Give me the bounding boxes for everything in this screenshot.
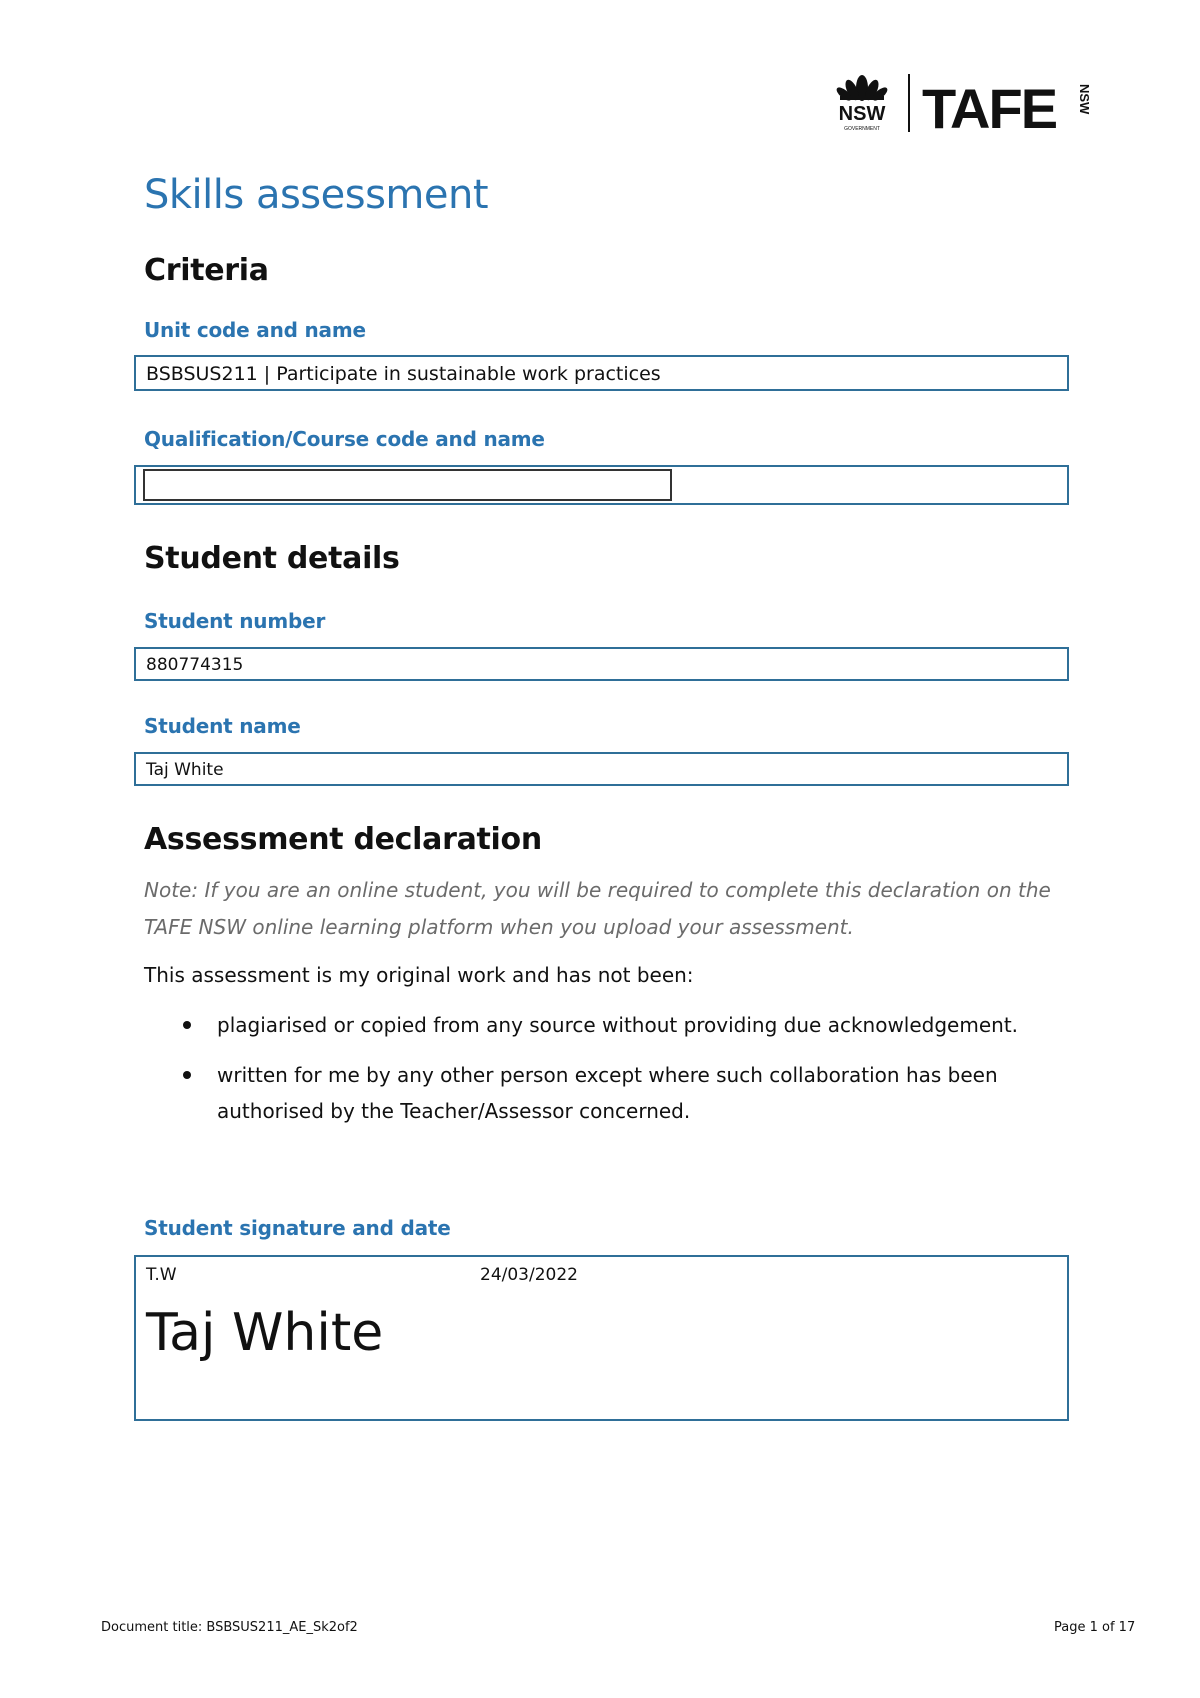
page-title: Skills assessment [144,172,489,218]
signature-name: Taj White [146,1303,384,1363]
student-name-field[interactable] [134,752,1069,786]
bullet-icon [183,1021,191,1029]
footer-doc-title: Document title: BSBSUS211_AE_Sk2of2 [101,1620,358,1635]
declaration-intro: This assessment is my original work and has not been: [144,963,694,987]
declaration-bullet-1: plagiarised or copied from any source without providing due acknowledgement. [217,1013,1019,1037]
unit-label: Unit code and name [144,318,366,342]
signature-initials: T.W [146,1265,177,1285]
signature-field[interactable] [134,1255,1069,1421]
bullet-icon [183,1071,191,1079]
qualification-label: Qualification/Course code and name [144,427,545,451]
footer-page-number: Page 1 of 17 [1054,1620,1136,1635]
declaration-bullet-2-cont: authorised by the Teacher/Assessor concerned. [217,1099,691,1123]
waratah-icon [835,75,890,103]
student-number-label: Student number [144,609,326,633]
logo-graphic [830,68,1090,138]
logo-tafe-sub: NSW [1077,84,1092,115]
criteria-heading: Criteria [144,253,269,288]
declaration-note-line2: TAFE NSW online learning platform when you upload your assessment. [144,915,854,939]
student-name-label: Student name [144,714,301,738]
signature-date: 24/03/2022 [480,1265,578,1285]
student-name-value: Taj White [146,760,224,780]
qualification-field[interactable] [134,465,1069,505]
nsw-tafe-logo [830,68,1090,138]
signature-label: Student signature and date [144,1216,451,1240]
logo-nsw-text: NSW [838,103,886,125]
declaration-note [144,872,1064,946]
unit-field[interactable] [134,355,1069,391]
qualification-input[interactable] [143,469,672,501]
logo-divider [908,74,910,132]
student-details-heading: Student details [144,541,400,576]
student-number-field[interactable] [134,647,1069,681]
unit-value: BSBSUS211 | Participate in sustainable work practices [146,363,661,385]
logo-tafe-text: TAFE [922,77,1057,140]
declaration-note-line1: Note: If you are an online student, you will be required to complete this declaration on the [144,878,1051,902]
student-number-value: 880774315 [146,655,244,675]
declaration-heading: Assessment declaration [144,822,542,857]
declaration-bullet-2: written for me by any other person except where such collaboration has been [217,1063,998,1087]
logo-gov-text: GOVERNMENT [844,126,880,132]
